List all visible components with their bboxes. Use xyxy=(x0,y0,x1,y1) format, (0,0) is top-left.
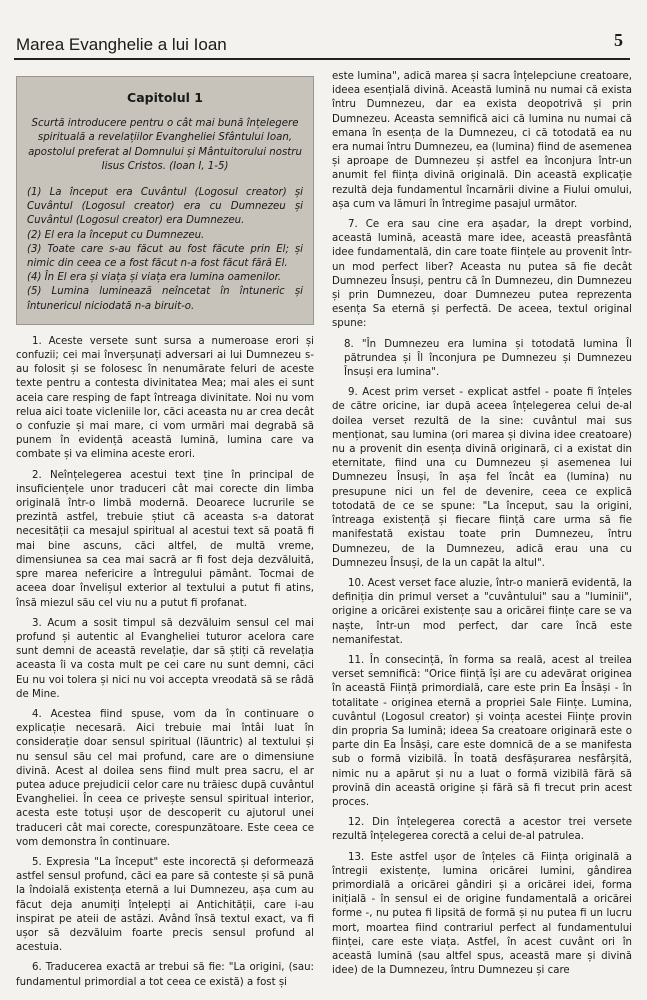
paragraph-5: 5. Expresia "La început" este incorectă și deformează astfel sensul profund, căci ea pare să conteste și să pună la îndoială existența eternă a lui Dumnezeu, așa cum au făcut deja anumiți înțelepți ai Antichității, care i-au inspirat pe ateii de astăzi. Având însă textul exact, va fi ușor să dezvăluim foarte precis sensul profund al acestuia. xyxy=(16,856,314,954)
verse-3: (3) Toate care s-au făcut au fost făcute prin El; și nimic din ceea ce a fost făcut n-a fost făcut fără El. xyxy=(27,243,303,270)
paragraph-6-continued: este lumina", adică marea și sacra înțelepciune creatoare, ideea esențială divină. Această lumină nu numai că exista întru Dumnezeu, dar ea exista deopotrivă și prin Dumnezeu. Aceasta semnifică aici că lumina nu numai că emana în esența de la Dumnezeu, ci că totodată ea nu era numai întru Dumnezeu, ea (lumina) fiind de asemenea și aproape de Dumnezeu și astfel ea înconjura într-un anumit fel ființa divină originală. Din această explicație rezultă deja fundamentul încarnării divine a Fiului omului, așa cum va lămuri în întregime pasajul următor. xyxy=(332,71,632,210)
paragraph-9: 9. Acest prim verset - explicat astfel - poate fi înțeles de către oricine, iar după aceea înțelegerea celui de-al doilea verset rezultă de la sine: cuvântul mai sus menționat, sau lumina (ori marea și divina idee creatoare) nu a provenit din esența divină originară, ci a existat din eternitate, fiind una cu Dumnezeu și asemenea lui Dumnezeu Însuși, în așa fel încât ea (lumina) nu presupune nici un fel de devenire, ceea ce explică totodată de ce se spune: "La început, sau la origini, întreaga existență și fiecare ființă care urma să fie manifestată existau toate prin Dumnezeu, întru Dumnezeu, de la Dumnezeu, adică erau una cu Dumnezeu Însuși, de la un capăt la altul". xyxy=(332,387,632,569)
right-column xyxy=(332,70,632,984)
chapter-title: Capitolul 1 xyxy=(127,90,203,105)
paragraph-13: 13. Este astfel ușor de înțeles că Ființa originală a întregii existențe, lumina oricărei lumini, gândirea primordială a oricărei gândiri și a oricărei idei, forma inițială - în sensul ei de origine fundamentală a oricărei forme -, nu putea fi lipsită de formă și nu putea fi un lucru mort, moartea fiind contrariul perfect al fundamentului ființei, care este viața. Astfel, în acest cuvânt ori în această lumină (sau altfel spus, această mare și divină idee) de la Dumnezeu, întru Dumnezeu și care xyxy=(332,851,632,977)
chapter-intro: Scurtă introducere pentru o cât mai bună înțelegere spirituală a revelațiilor Evangheliei Sfântului Ioan, apostolul preferat al Domnului și Mântuitorului nostru Iisus Cristos. (Ioan I, 1-5) xyxy=(28,118,302,172)
page-number: 5 xyxy=(614,30,623,50)
verse-4: (4) În El era și viața și viața era lumina oamenilor. xyxy=(27,272,282,284)
verse-2: (2) El era la început cu Dumnezeu. xyxy=(27,229,205,241)
paragraph-7: 7. Ce era sau cine era așadar, la drept vorbind, această lumină, această mare idee, această preasfântă idee fundamentală, din care toate ființele au provenit într-un mod perfect liber? Aceasta nu putea să fie decât Dumnezeu Însuși, pentru că în Dumnezeu, din Dumnezeu și prin Dumnezeu, doar Dumnezeu putea reprezenta esența Sa eternă și perfectă. De aceea, textul original spune: xyxy=(332,219,632,330)
header-rule xyxy=(14,58,630,60)
left-column xyxy=(16,76,314,996)
paragraph-3: 3. Acum a sosit timpul să dezvăluim sensul cel mai profund și autentic al Evangheliei tuturor acelora care sunt demni de această revelație, dar să știți că revelația aceasta îi va costa mult pe cei care nu sunt demni, căci Eu nu voi tolera și nici nu voi accepta vreodată să se râdă de Mine. xyxy=(16,617,314,700)
paragraph-2: 2. Neînțelegerea acestui text ține în principal de insuficiențele unor traduceri cât mai corecte din limba originală într-o limbă modernă. Deoarece lucrurile se prezintă astfel, trebuie știut că aceasta s-a datorat necesității ca mesajul spiritual al acestui text să poată fi mai bine ascuns, căci altfel, de multă vreme, dimensiunea sa cea mai sacră ar fi fost deja dezvăluită, spre marea nefericire a întregului pământ. Tocmai de aceea doar învelișul exterior al textului a putut fi atins, însă miezul său cel viu nu a putut fi profanat. xyxy=(16,469,314,609)
verse-5: (5) Lumina luminează neîncetat în întuneric și întunericul niciodată n-a biruit-o. xyxy=(27,286,303,312)
paragraph-1: 1. Aceste versete sunt sursa a numeroase erori și confuzii; cei mai înverșunați adversari ai lui Dumnezeu s-au folosit și se folosesc în nenumărate feluri de aceste texte pentru a contesta divinitatea Mea; mai ales ei sunt aceia care resping de fapt întreaga divinitate. Noi nu vom relua aici toate vicleniile lor, căci aceasta nu ar crea decât o confuzie și mai mare, ci vom urmări mai degrabă să punem în evidență această lumină, lumina care va combate și va elimina aceste erori. xyxy=(16,335,314,461)
paragraph-4: 4. Acestea fiind spuse, vom da în continuare o explicație necesară. Aici trebuie mai întâi luat în considerație doar sensul spiritual (lăuntric) al textului și nu sensul său cel mai profund, care are o dimensiune divină. Acest al doilea sens fiind mult prea sacru, el ar putea aduce prejudicii celor care nu trăiesc după cuvântul Evangheliei. În ceea ce privește sensul spiritual interior, acesta este totuși ușor de descoperit cu ajutorul unei traduceri cât mai corecte, corespunzătoare. Este ceea ce vom demonstra în continuare. xyxy=(16,708,314,848)
paragraph-10: 10. Acest verset face aluzie, într-o manieră evidentă, la definiția din primul verset a "cuvântului" sau a "luminii", origine a oricărei existențe sau a oricărei ființe care se va naște, într-un mod perfect, dar care încă este nemanifestat. xyxy=(332,577,632,646)
chapter-box xyxy=(16,76,314,325)
paragraph-6: 6. Traducerea exactă ar trebui să fie: "La origini, (sau: fundamentul primordial a tot ceea ce există) a fost și xyxy=(16,962,314,988)
paragraph-8: 8. "În Dumnezeu era lumina și totodată lumina Îl pătrundea și Îl înconjura pe Dumnezeu și Dumnezeu Însuși era lumina". xyxy=(344,338,632,379)
paragraph-11: 11. În consecință, în forma sa reală, acest al treilea verset semnifică: "Orice ființă își are cu adevărat originea în această Ființă primordială, care este prin Ea Însăși - în totalitate - originea eternă a propriei Sale Ființe. Lumina, cuvântul (Logosul creator) și voința acestei Ființe provin din propria Sa lumină; ideea Sa creatoare originară este o parte din Ea Însăși, care este domnică de a se manifesta sub o formă vizibilă. În toată desfășurarea nesfârșită, nimic nu a apărut și nu a luat o formă vizibilă fără să provină din această origine și fără să fi trecut prin acest proces. xyxy=(332,654,632,808)
running-title: Marea Evanghelie a lui Ioan xyxy=(16,35,227,54)
verse-1: (1) La început era Cuvântul (Logosul creator) și Cuvântul (Logosul creator) era cu Dumnezeu și Cuvântul (Logosul creator) era Dumnezeu. xyxy=(27,187,303,227)
paragraph-12: 12. Din înțelegerea corectă a acestor trei versete rezultă înțelegerea corectă a celui de-al patrulea. xyxy=(332,817,632,843)
